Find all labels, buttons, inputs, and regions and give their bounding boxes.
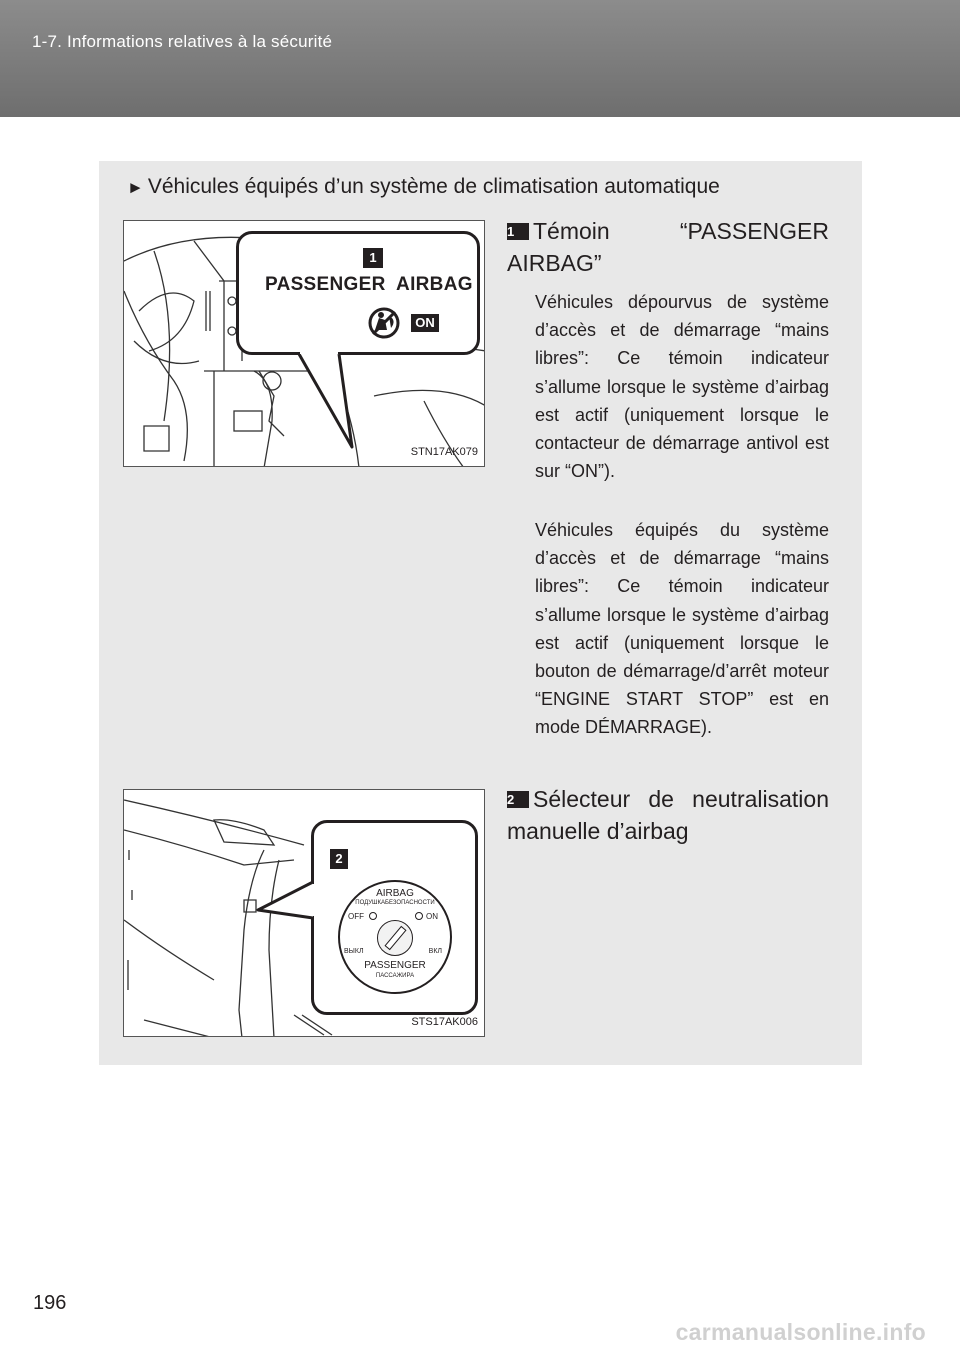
callout-pointer (124, 221, 485, 467)
item1-title (507, 215, 829, 279)
section-heading-text: Véhicules équipés d’un système de climatisation automatique (147, 175, 720, 198)
switch-bottom-label: PASSENGER (364, 960, 426, 971)
callout-pointer-2 (124, 790, 485, 1037)
item1-title-text: Témoin “PASSENGER AIRBAG” (507, 218, 829, 276)
switch-bottom-ru: ПАССАЖИРА (375, 973, 415, 979)
figure-code-2: STS17AK006 (411, 1016, 478, 1028)
number-badge-1: 1 (507, 223, 529, 240)
airbag-switch-illustration (123, 789, 485, 1037)
dashboard-illustration (123, 220, 485, 467)
passenger-airbag-label: PASSENGER AIRBAG (265, 274, 473, 295)
figure-code: STN17AK079 (410, 446, 478, 458)
callout-number-badge: 1 (363, 248, 383, 268)
number-badge-2: 2 (507, 791, 529, 808)
page-number: 196 (33, 1292, 67, 1314)
switch-title-ru: ПОДУШКАБЕЗОПАСНОСТИ (355, 900, 435, 906)
switch-title: AIRBAG (376, 888, 414, 899)
page-header (0, 0, 960, 117)
on-label: ON (426, 912, 438, 921)
callout-number-badge-2: 2 (330, 849, 348, 869)
item2-title (507, 783, 829, 847)
off-ru-label: ВЫКЛ (344, 948, 364, 955)
on-ru-label: ВКЛ (428, 948, 442, 955)
watermark: carmanualsonline.info (675, 1319, 926, 1345)
off-label: OFF (348, 912, 364, 921)
item2-title-text: Sélecteur de neutralisation manuelle d’airbag (507, 786, 829, 844)
item1-paragraph-2: Véhicules équipés du système d’accès et de démarrage “mains libres”: Ce témoin indicateur s’allume lorsque le système d’airbag est actif (uniquement lorsque le bouton de démarrage/d’arrêt moteur “ENGINE START STOP” est en mode DÉMARRAGE). (535, 520, 829, 738)
chapter-title: 1-7. Informations relatives à la sécurité (32, 32, 333, 51)
section-heading (127, 175, 720, 199)
item1-paragraph-1: Véhicules dépourvus de système d’accès et de démarrage “mains libres”: Ce témoin indicateur s’allume lorsque le système d’airbag est actif (uniquement lorsque le contacteur de démarrage antivol est sur “ON”). (535, 292, 829, 482)
triangle-bullet-icon: ► (127, 178, 144, 197)
on-indicator-label: ON (411, 314, 439, 332)
